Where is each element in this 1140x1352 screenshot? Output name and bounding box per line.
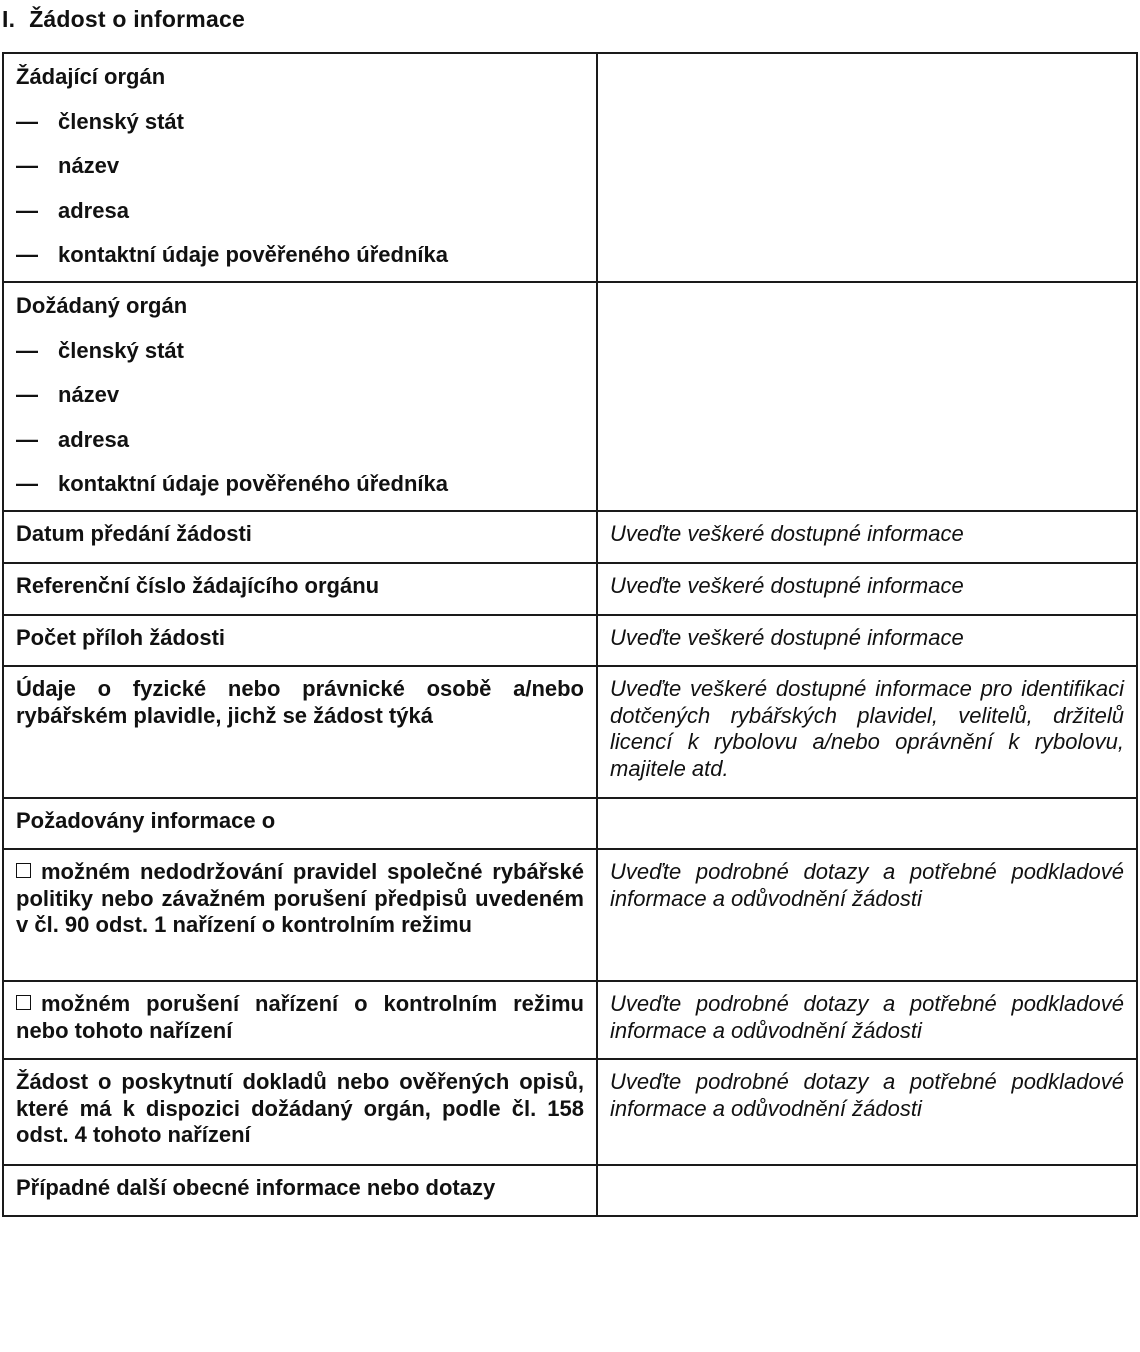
requesting-authority-value[interactable] — [597, 53, 1137, 282]
infringement-hint[interactable]: Uveďte podrobné dotazy a potřebné podkladové informace a odůvodnění žádosti — [597, 981, 1137, 1059]
documents-label: Žádost o poskytnutí dokladů nebo ověřených opisů, které má k dispozici dožádaný orgán, podle čl. 158 odst. 4 tohoto nařízení — [3, 1059, 597, 1165]
requested-item-label: název — [58, 382, 120, 407]
requesting-item-label: členský stát — [58, 108, 184, 134]
requested-authority-row — [3, 282, 1137, 511]
requesting-item-label: kontaktní údaje pověřeného úředníka — [58, 242, 448, 267]
noncompliance-row — [3, 849, 1137, 981]
dash-mark: — — [16, 197, 38, 223]
other-label: Případné další obecné informace nebo dotazy — [3, 1165, 597, 1216]
noncompliance-cell — [3, 849, 597, 981]
reference-hint[interactable]: Uveďte veškeré dostupné informace — [597, 563, 1137, 615]
documents-hint[interactable]: Uveďte podrobné dotazy a potřebné podkladové informace a odůvodnění žádosti — [597, 1059, 1137, 1165]
dash-mark: — — [16, 337, 38, 363]
dash-mark: — — [16, 153, 38, 178]
dash-mark: — — [16, 108, 38, 134]
documents-row — [3, 1059, 1137, 1165]
noncompliance-label: možném nedodržování pravidel společné rybářské politiky nebo závažném porušení předpisů uvedeném v čl. 90 odst. 1 nařízení o kontrolním režimu — [16, 859, 584, 937]
requested-item — [16, 338, 584, 365]
requesting-authority-title: Žádající orgán — [16, 64, 166, 89]
date-label: Datum předání žádosti — [3, 511, 597, 563]
requested-item — [16, 471, 584, 498]
requesting-item-label: název — [58, 153, 120, 178]
requested-authority-cell — [3, 282, 597, 511]
requested-item — [16, 427, 584, 454]
requested-info-value[interactable] — [597, 798, 1137, 849]
section-number: I. — [2, 6, 16, 32]
section-title: Žádost o informace — [29, 6, 245, 32]
attachments-row — [3, 615, 1137, 666]
infringement-label: možném porušení nařízení o kontrolním režimu nebo tohoto nařízení — [16, 991, 584, 1043]
requested-authority-value[interactable] — [597, 282, 1137, 511]
reference-row — [3, 563, 1137, 615]
requesting-authority-row — [3, 53, 1137, 282]
date-hint[interactable]: Uveďte veškeré dostupné informace — [597, 511, 1137, 563]
requesting-item — [16, 198, 584, 225]
requested-item-label: kontaktní údaje pověřeného úředníka — [58, 471, 448, 496]
subject-label: Údaje o fyzické nebo právnické osobě a/nebo rybářském plavidle, jichž se žádost týká — [3, 666, 597, 798]
requested-item-label: adresa — [58, 426, 129, 452]
other-value[interactable] — [597, 1165, 1137, 1216]
requested-info-label: Požadovány informace o — [3, 798, 597, 849]
requesting-authority-cell — [3, 53, 597, 282]
infringement-checkbox[interactable] — [16, 995, 31, 1010]
infringement-cell — [3, 981, 597, 1059]
dash-mark: — — [16, 471, 38, 496]
reference-label: Referenční číslo žádajícího orgánu — [3, 563, 597, 615]
requested-authority-title: Dožádaný orgán — [16, 293, 188, 318]
requesting-item — [16, 109, 584, 136]
dash-mark: — — [16, 382, 38, 407]
attachments-hint[interactable]: Uveďte veškeré dostupné informace — [597, 615, 1137, 666]
requested-item — [16, 382, 584, 409]
request-form-table — [2, 52, 1138, 1217]
requesting-item-label: adresa — [58, 197, 129, 223]
infringement-row — [3, 981, 1137, 1059]
requesting-item — [16, 242, 584, 269]
requested-item-label: členský stát — [58, 337, 184, 363]
noncompliance-checkbox[interactable] — [16, 863, 31, 878]
date-row — [3, 511, 1137, 563]
attachments-label: Počet příloh žádosti — [3, 615, 597, 666]
subject-row — [3, 666, 1137, 798]
section-heading — [2, 6, 245, 33]
dash-mark: — — [16, 426, 38, 452]
requested-info-row — [3, 798, 1137, 849]
other-row — [3, 1165, 1137, 1216]
subject-hint[interactable]: Uveďte veškeré dostupné informace pro identifikaci dotčených rybářských plavidel, velitelů, držitelů licencí k rybolovu a/nebo oprávnění k rybolovu, majitele atd. — [597, 666, 1137, 798]
dash-mark: — — [16, 242, 38, 267]
noncompliance-hint[interactable]: Uveďte podrobné dotazy a potřebné podkladové informace a odůvodnění žádosti — [597, 849, 1137, 981]
requesting-item — [16, 153, 584, 180]
